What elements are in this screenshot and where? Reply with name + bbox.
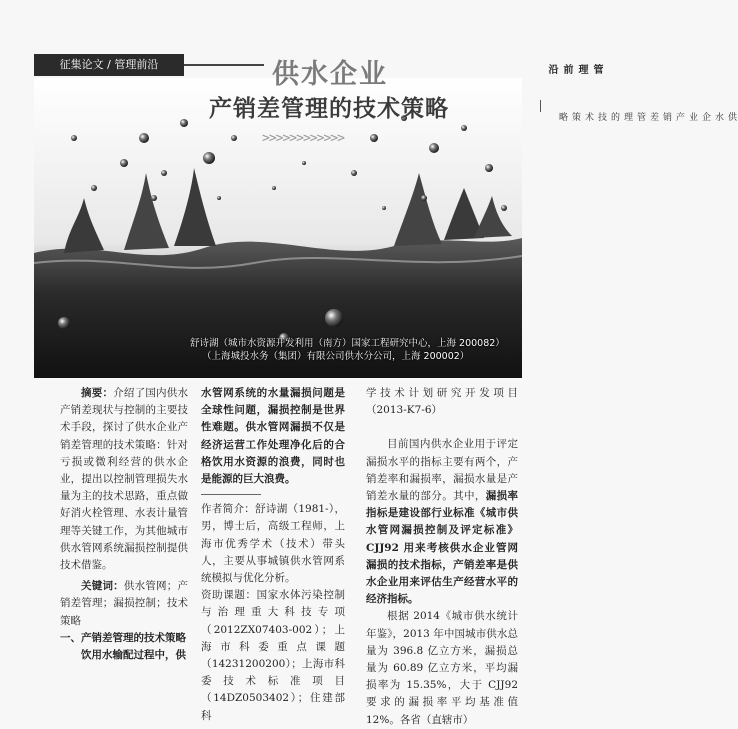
abstract-label: 摘要： [81,387,114,399]
affiliation-line-2: （上海城投水务（集团）有限公司供水分公司，上海 200002） [202,351,470,362]
paragraph-indicators [366,436,518,608]
section-tag: 征集论文 / 管理前沿 [34,54,184,76]
column-1 [60,385,188,664]
side-divider [540,100,541,112]
funding-label: 资助课题： [201,589,257,602]
side-section-name: 管理前沿 [546,64,602,74]
section-heading: 一、产销差管理的技术策略 [60,631,186,644]
author-affiliation [190,337,505,363]
keywords-label: 关键词： [81,580,124,593]
title-line-1: 供水企业 [272,59,388,90]
column-2 [201,385,345,725]
tag-divider [184,64,264,66]
title-arrows: >>>>>>>>>>>> [262,131,344,146]
abstract-text: 介绍了国内供水产销差现状与控制的主要技术手段，探讨了供水企业产销差管理的技术策略：针对亏损或微利经营的供水企业，提出以控制管理损失水量为主的技术思路，重点做好消火栓管理、水表计量管理等关键工作，为其他城市供水管网系统漏损控制提供技术借鉴。 [60,387,189,572]
funding [201,587,345,725]
keywords-text: 供水管网；产销差管理；漏损控制；技术策略 [60,580,189,627]
paragraph-indicators-normal: 目前国内供水企业用于评定漏损水平的指标主要有两个，产销差率和漏损率，漏损水量是产销差水量的部分。其中， [366,438,518,503]
funding-continued: 学技术计划研究开发项目（2013-K7-6） [366,387,518,417]
affiliation-line-1: 舒诗湖（城市水资源开发利用（南方）国家工程研究中心，上海 200082） [190,338,505,349]
author-bio-text: 舒诗湖（1981-），男，博士后，高级工程师，上海市优秀学术（技术）带头人，主要从事城镇供水管网系统模拟与优化分析。 [201,503,345,585]
hero-image [34,78,522,378]
author-bio [201,501,345,587]
author-bio-label: 作者简介： [201,503,256,516]
side-article-title: 供水企业产销差管理的技术策略 [557,112,736,121]
paragraph-indicators-bold: 漏损率指标是建设部行业标准《城市供水管网漏损控制及评定标准》CJJ92 用来考核供水企业管网漏损的技术指标，产销差率是供水企业用来评估生产经营水平的经济指标。 [366,490,519,606]
footnote-rule [201,494,261,495]
keywords [60,578,188,630]
abstract [60,385,188,574]
leakage-statement: 水管网系统的水量漏损问题是全球性问题，漏损控制是世界性难题。供水管网漏损不仅是经济运营工作处理净化后的合格饮用水资源的浪费，同时也是能源的巨大浪费。 [201,387,345,486]
funding-text: 国家水体污染控制与治理重大科技专项（2012ZX07403-002）；上海市科委重点课题（14231200200）；上海市科委技术标准项目（14DZ0503402）；住建部科 [201,589,345,722]
paragraph-statistics: 根据 2014《城市供水统计年鉴》，2013 年中国城市供水总量为 396.8 亿立方米，漏损总量为 60.89 亿立方米，平均漏损率为 15.35%，大于 CJJ92 要求的漏损率平均基准值 12%。各省（直辖市） [366,610,518,726]
section-start: 饮用水输配过程中，供 [81,649,186,662]
column-3 [366,385,518,729]
title-line-2: 产销差管理的技术策略 [209,96,449,122]
water-splash-illustration [34,78,522,378]
